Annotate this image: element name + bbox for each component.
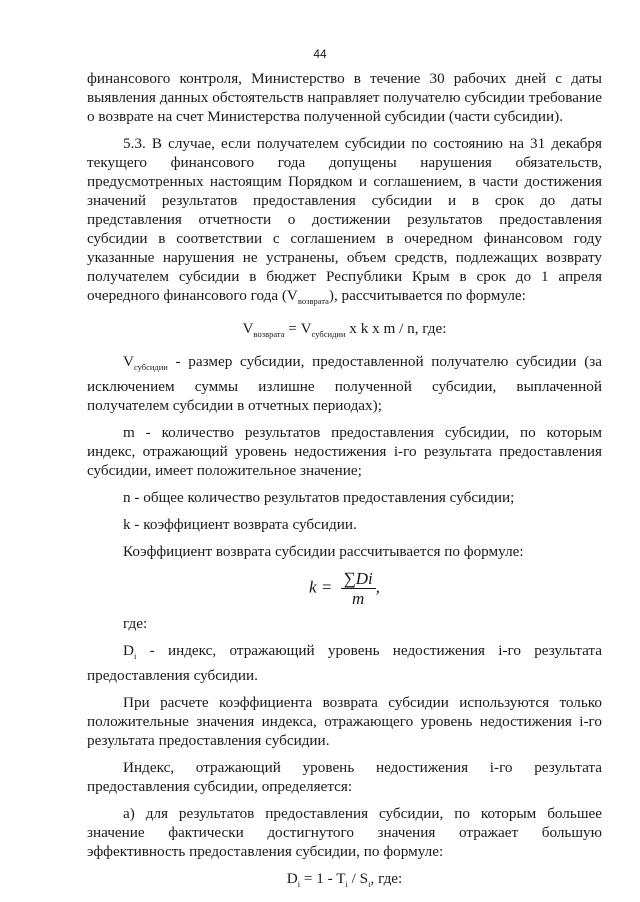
subscript: i [345,879,348,890]
definition-n: n - общее количество результатов предоставления субсидии; [123,489,515,507]
paragraph-5-3-text: 5.3. В случае, если получателем субсидии по состоянию на 31 декабря текущего финансового года допущены нарушения обязательств, предусмотренных настоящим Порядком и соглашением, в части достижения значений результатов предоставления субсидии и в срок до даты представления отчетности о достижении результатов предоставления субсидии в соответствии с соглашением в очередном финансовом году указанные нарушения не устранены, объем средств, подлежащих возврату получателем субсидии в бюджет Республики Крым в срок до 1 апреля очередного финансового года (V [87,135,602,304]
page-number: 44 [313,47,327,61]
formula-term: , где: [370,870,403,888]
formula-tail: , [375,577,380,597]
definition-d [87,641,602,685]
paragraph-calculation: При расчете коэффициента возврата субсидии используются только положительные значения индекса, отражающего уровень недостижения i-го результата предоставления субсидии. [87,694,602,750]
subscript: i [297,879,301,890]
paragraph-5-3-end: ), рассчитывается по формуле: [328,287,526,304]
paragraph-5-3 [87,134,602,311]
subscript: i [368,879,371,890]
formula-index [87,869,602,894]
formula-term: = V [284,320,312,338]
definition-symbol: D [123,642,134,660]
subscript: возврата [297,296,329,307]
paragraph-a: а) для результатов предоставления субсидии, по которым большее значение фактически достигнутого значения отражает большую эффективность предоставления субсидии, по формуле: [87,805,602,861]
where-label: где: [123,615,148,633]
coefficient-intro: Коэффициент возврата субсидии рассчитывается по формуле: [123,543,524,561]
subscript: субсидии [133,362,168,373]
document-body [87,69,602,902]
definition-text: - индекс, отражающий уровень недостижения i-го результата предоставления субсидии. [87,642,602,685]
formula-refund-volume [87,319,602,344]
formula-coefficient [87,569,602,608]
paragraph-continuation: финансового контроля, Министерство в течение 30 рабочих дней с даты выявления данных обстоятельств направляет получателю субсидии требование о возврате на счет Министерства полученной субсидии (части субсидии). [87,70,602,125]
fraction-denominator: m [352,589,365,609]
definition-text: - размер субсидии, предоставленной получателю субсидии (за исключением суммы излишне полученной субсидии, выплаченной получателем субсидии в отчетных периодах); [87,353,602,415]
subscript: возврата [253,329,285,340]
formula-term: D [286,870,298,888]
formula-term: V [242,320,254,338]
definition-k: k - коэффициент возврата субсидии. [123,516,357,534]
definition-v-subsidy [87,352,602,415]
definition-symbol: V [123,353,134,371]
subscript: i [133,651,137,662]
formula-lhs: k = [309,577,333,597]
fraction-numerator: ∑Di [341,569,376,589]
formula-term: / S [347,870,369,888]
formula-fraction [341,569,376,608]
paragraph-index: Индекс, отражающий уровень недостижения i-го результата предоставления субсидии, определяется: [87,759,602,796]
subscript: субсидии [311,329,346,340]
definition-m: m - количество результатов предоставления субсидии, по которым индекс, отражающий уровень недостижения i-го результата предоставления субсидии, имеет положительное значение; [87,424,602,480]
formula-term: = 1 - T [300,870,346,888]
formula-term: x k x m / n, где: [345,320,447,338]
